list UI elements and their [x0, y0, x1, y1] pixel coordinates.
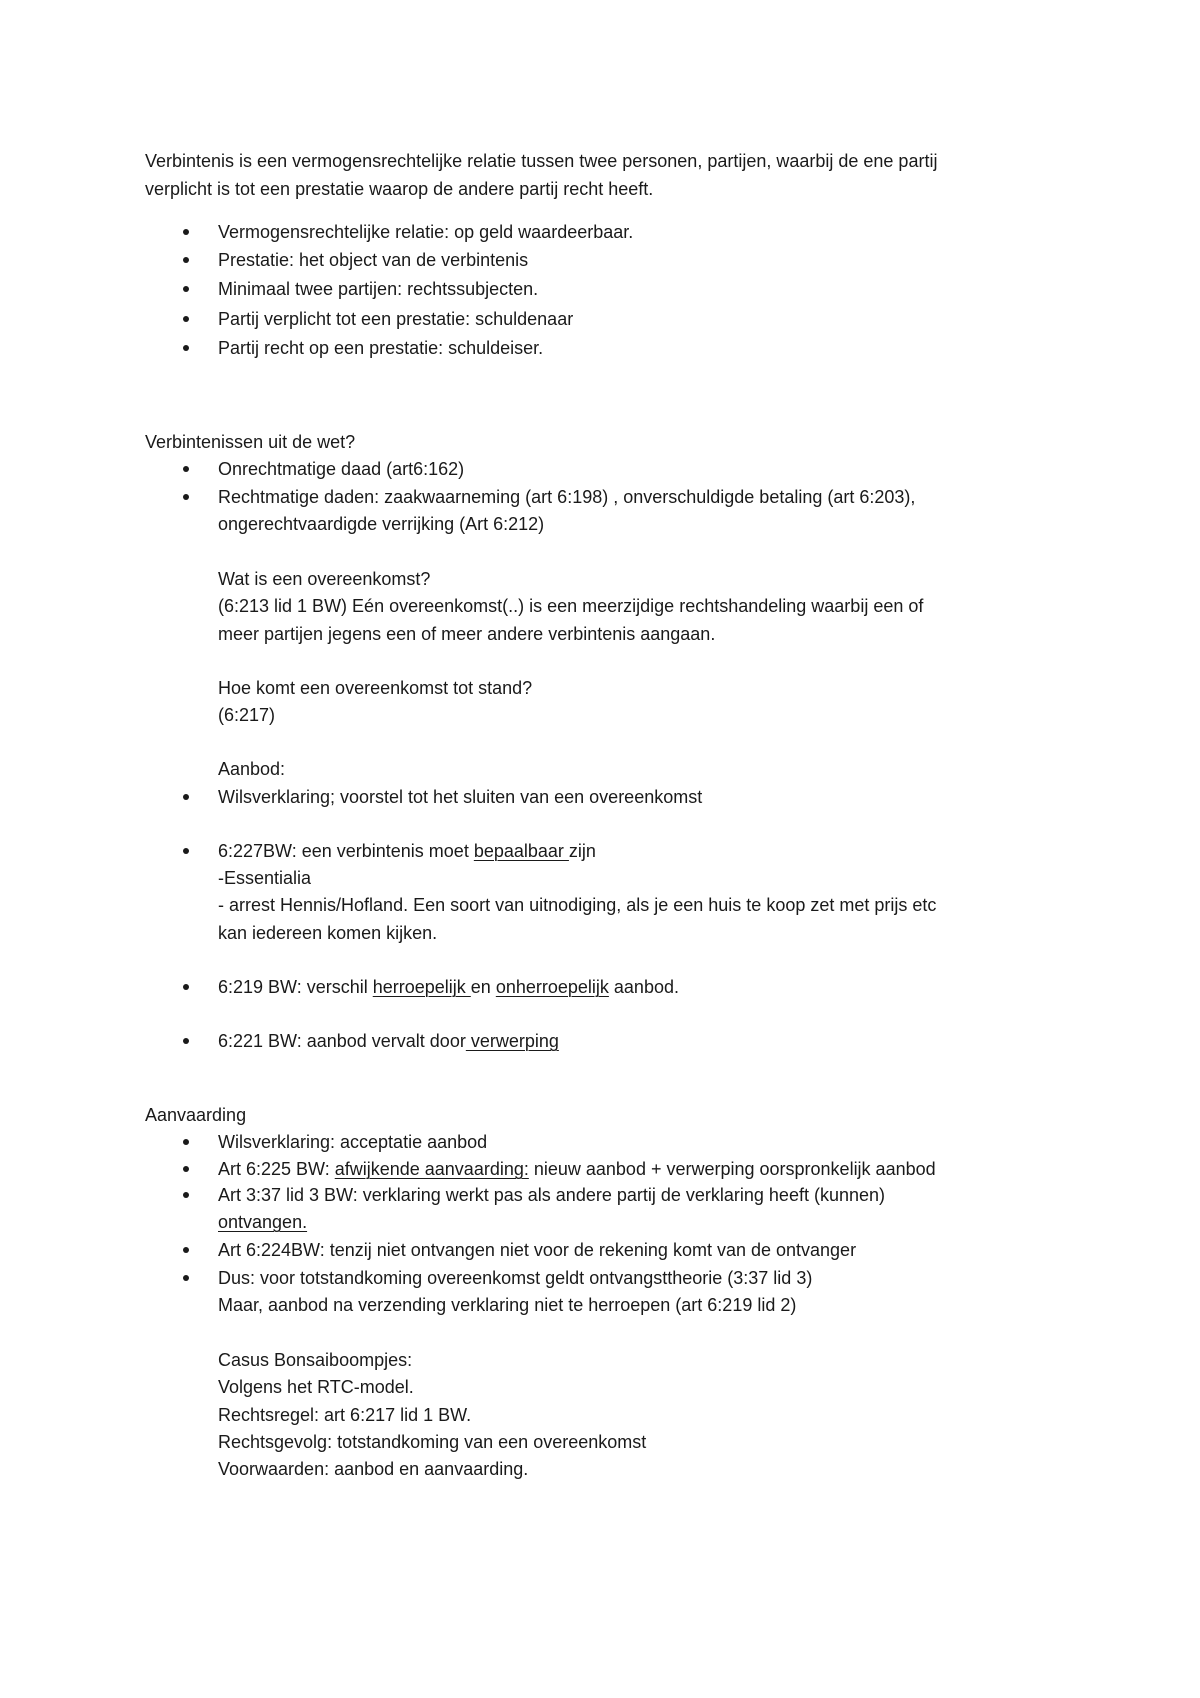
list-item — [218, 1030, 559, 1052]
list-item-continuation: ongerechtvaardigde verrijking (Art 6:212) — [218, 514, 545, 534]
intro-line-2: verplicht is tot een prestatie waarop de andere partij recht heeft. — [145, 179, 654, 199]
casus-title: Casus Bonsaiboompjes: — [218, 1350, 413, 1370]
underlined-text: verwerping — [465, 1031, 559, 1051]
list-item: Prestatie: het object van de verbintenis — [218, 250, 529, 270]
bullet-icon — [183, 229, 189, 235]
bullet-icon — [183, 794, 189, 800]
aanvaarding-heading: Aanvaarding — [145, 1105, 247, 1125]
list-item-continuation: - arrest Hennis/Hofland. Een soort van uitnodiging, als je een huis te koop zet met prijs etc — [218, 895, 937, 915]
list-item: Onrechtmatige daad (art6:162) — [218, 459, 465, 479]
overeenkomst-question: Wat is een overeenkomst? — [218, 569, 431, 589]
list-item-continuation — [218, 1211, 307, 1233]
list-item: Wilsverklaring: acceptatie aanbod — [218, 1132, 488, 1152]
text-span: nieuw aanbod + verwerping oorspronkelijk aanbod — [528, 1159, 936, 1179]
list-item: Partij recht op een prestatie: schuldeiser. — [218, 338, 544, 358]
bullet-icon — [183, 848, 189, 854]
intro-line-1: Verbintenis is een vermogensrechtelijke relatie tussen twee personen, partijen, waarbij de ene partij — [145, 151, 938, 171]
list-item-continuation: -Essentialia — [218, 868, 312, 888]
underlined-text: herroepelijk — [372, 977, 471, 997]
casus-line: Volgens het RTC-model. — [218, 1377, 414, 1397]
bullet-icon — [183, 984, 189, 990]
bullet-icon — [183, 466, 189, 472]
bullet-icon — [183, 257, 189, 263]
text-span: 6:227BW: een verbintenis moet — [218, 841, 474, 861]
list-item: Dus: voor totstandkoming overeenkomst geldt ontvangsttheorie (3:37 lid 3) — [218, 1268, 813, 1288]
overeenkomst-definition-line-1: (6:213 lid 1 BW) Eén overeenkomst(..) is een meerzijdige rechtshandeling waarbij een of — [218, 596, 924, 616]
underlined-text: bepaalbaar — [473, 841, 569, 861]
text-span: Art 6:225 BW: — [218, 1159, 335, 1179]
bullet-icon — [183, 1038, 189, 1044]
list-item: Wilsverklaring; voorstel tot het sluiten van een overeenkomst — [218, 787, 703, 807]
text-span: aanbod. — [608, 977, 679, 997]
list-item: Minimaal twee partijen: rechtssubjecten. — [218, 279, 539, 299]
list-item — [218, 1158, 936, 1180]
bullet-icon — [183, 345, 189, 351]
bullet-icon — [183, 494, 189, 500]
wet-heading: Verbintenissen uit de wet? — [145, 432, 356, 452]
underlined-text: afwijkende aanvaarding: — [334, 1159, 529, 1179]
underlined-text: ontvangen. — [218, 1212, 308, 1232]
list-item-continuation: Maar, aanbod na verzending verklaring niet te herroepen (art 6:219 lid 2) — [218, 1295, 797, 1315]
bullet-icon — [183, 1139, 189, 1145]
bullet-icon — [183, 1166, 189, 1172]
casus-line: Rechtsregel: art 6:217 lid 1 BW. — [218, 1405, 472, 1425]
list-item: Art 6:224BW: tenzij niet ontvangen niet voor de rekening komt van de ontvanger — [218, 1240, 857, 1260]
bullet-icon — [183, 286, 189, 292]
bullet-icon — [183, 1275, 189, 1281]
casus-line: Voorwaarden: aanbod en aanvaarding. — [218, 1459, 529, 1479]
bullet-icon — [183, 1247, 189, 1253]
text-span: zijn — [568, 841, 596, 861]
list-item-continuation: kan iedereen komen kijken. — [218, 923, 438, 943]
overeenkomst-definition-line-2: meer partijen jegens een of meer andere verbintenis aangaan. — [218, 624, 716, 644]
text-span: en — [470, 977, 496, 997]
list-item — [218, 840, 596, 862]
list-item: Rechtmatige daden: zaakwaarneming (art 6:198) , onverschuldigde betaling (art 6:203), — [218, 487, 916, 507]
list-item: Art 3:37 lid 3 BW: verklaring werkt pas als andere partij de verklaring heeft (kunnen) — [218, 1185, 885, 1205]
underlined-text: onherroepelijk — [495, 977, 609, 997]
text-span: 6:221 BW: aanbod vervalt door — [218, 1031, 466, 1051]
totstand-question: Hoe komt een overeenkomst tot stand? — [218, 678, 533, 698]
bullet-icon — [183, 1192, 189, 1198]
list-item: Partij verplicht tot een prestatie: schuldenaar — [218, 309, 574, 329]
text-span: 6:219 BW: verschil — [218, 977, 373, 997]
bullet-icon — [183, 316, 189, 322]
totstand-reference: (6:217) — [218, 705, 276, 725]
list-item — [218, 976, 679, 998]
list-item: Vermogensrechtelijke relatie: op geld waardeerbaar. — [218, 222, 634, 242]
casus-line: Rechtsgevolg: totstandkoming van een overeenkomst — [218, 1432, 647, 1452]
aanbod-heading: Aanbod: — [218, 759, 286, 779]
